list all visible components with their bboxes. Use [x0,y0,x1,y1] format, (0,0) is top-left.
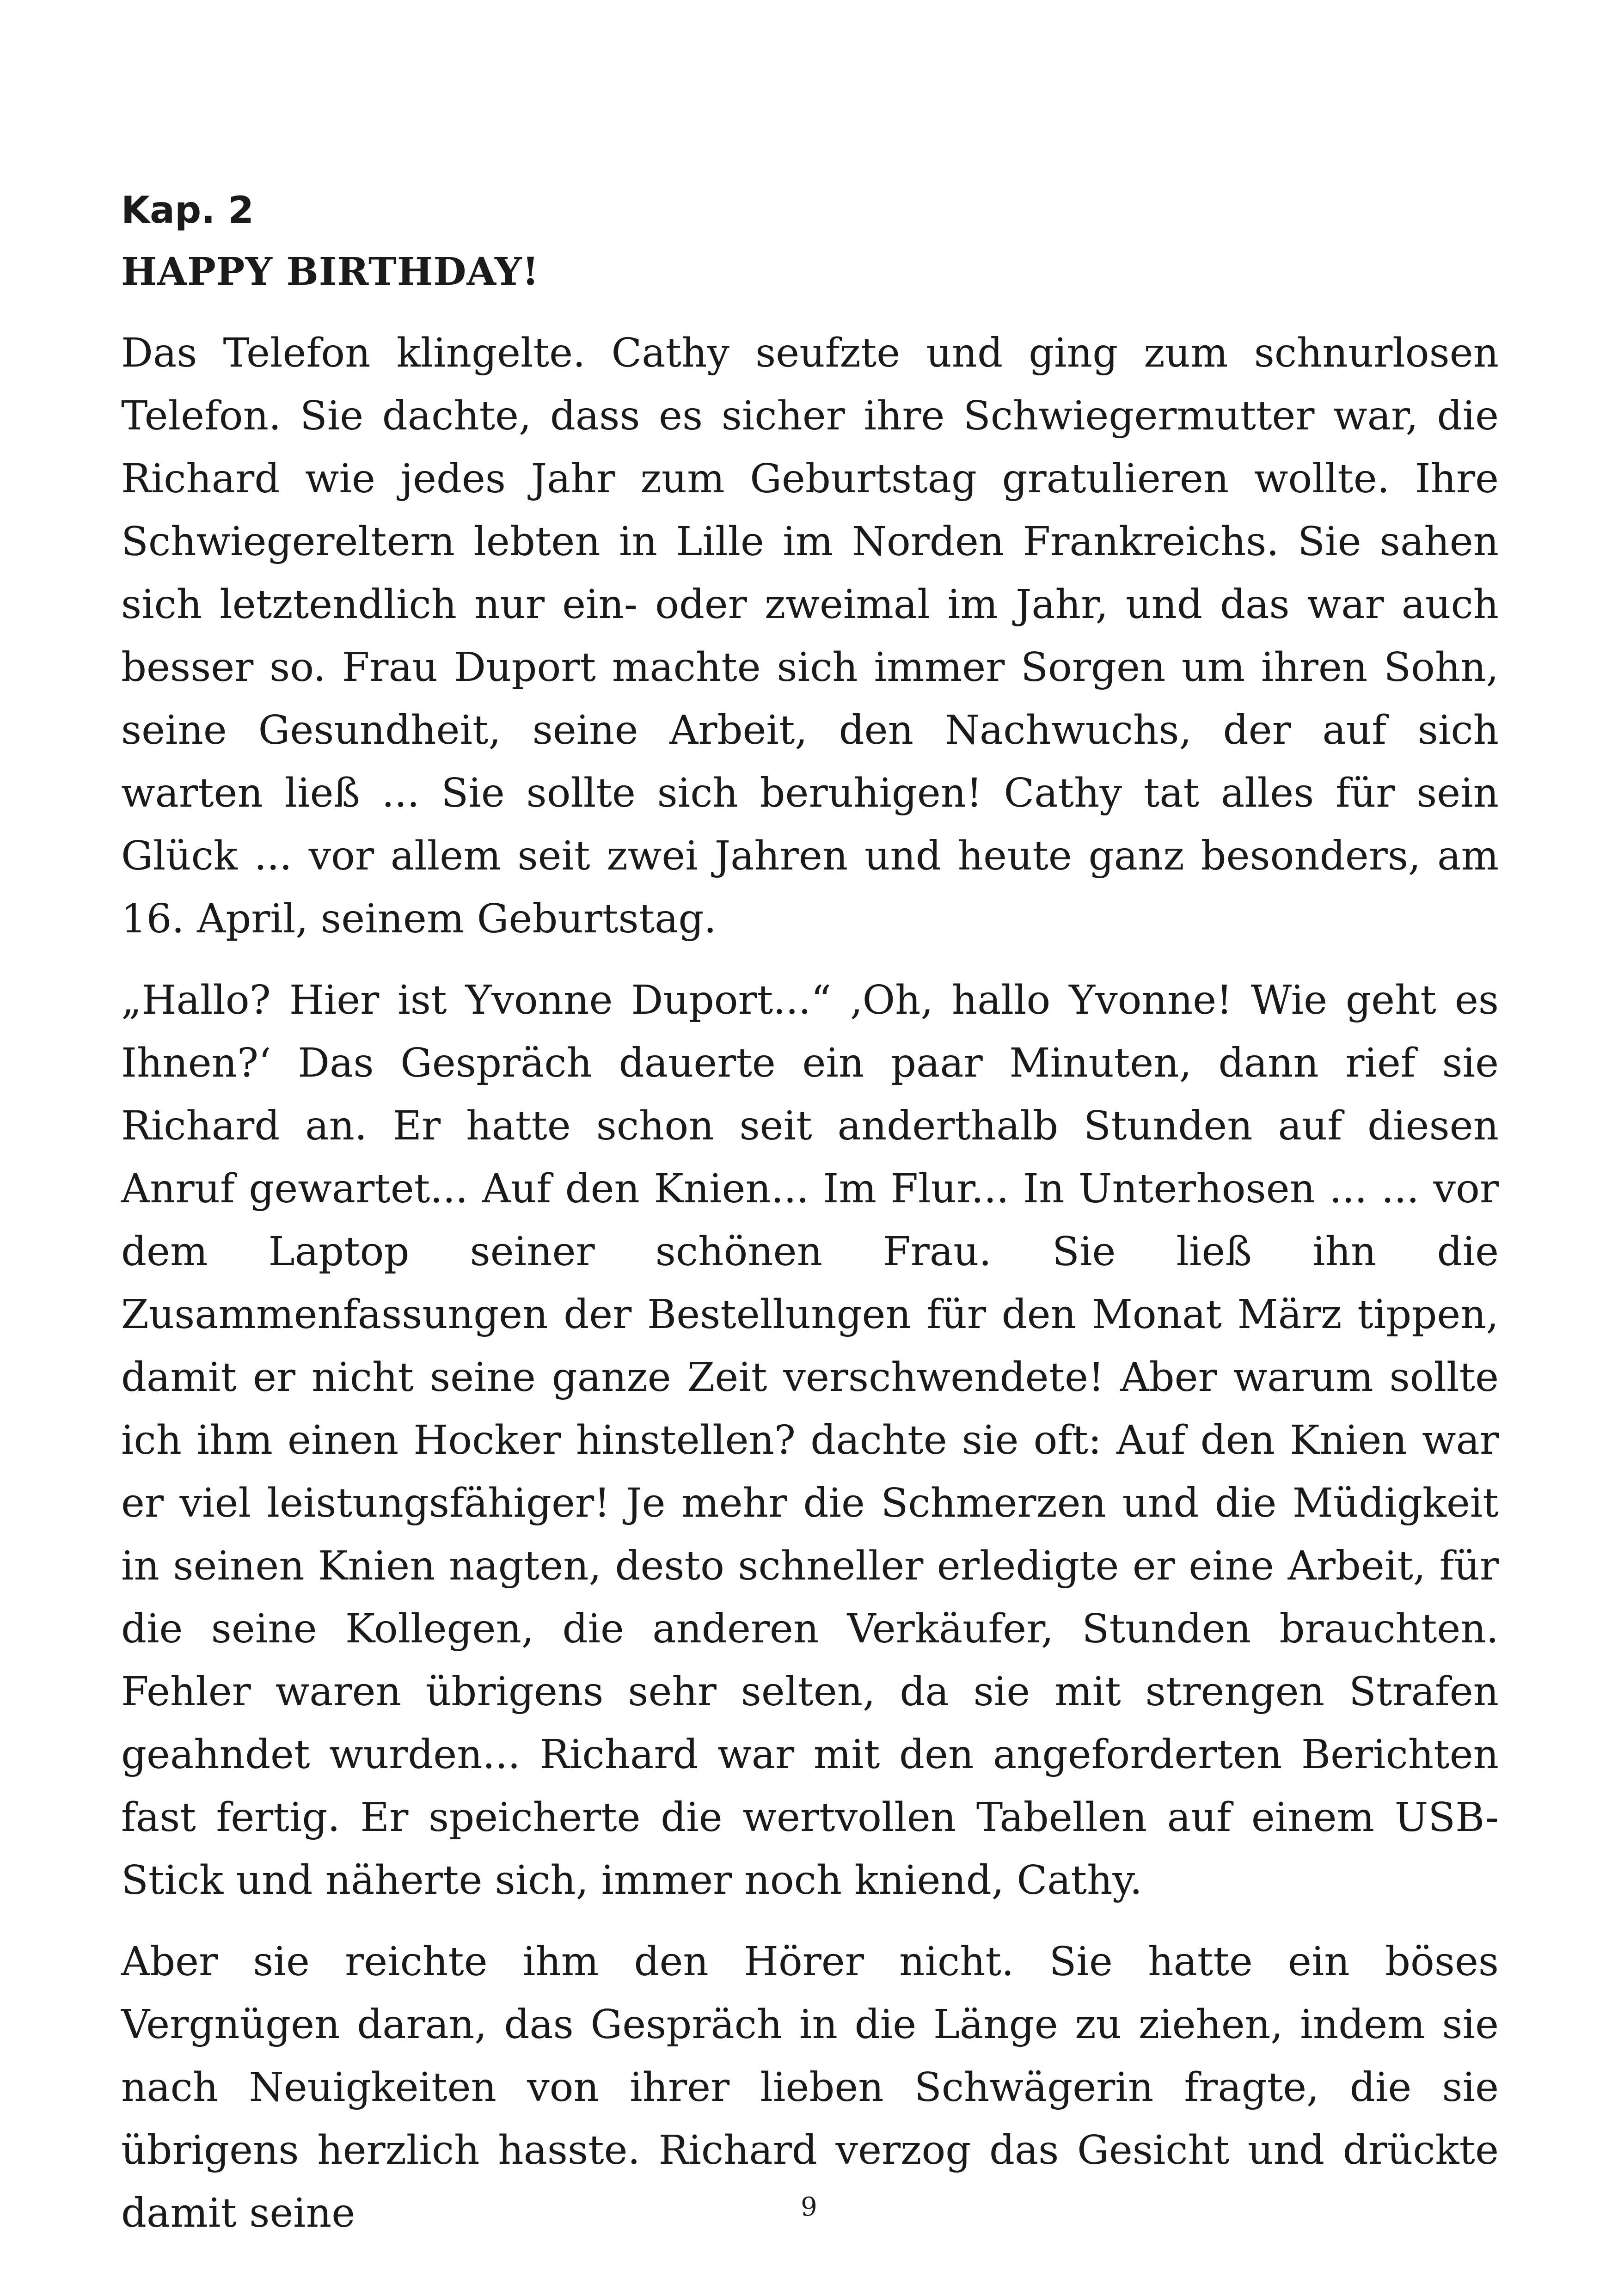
chapter-label: Kap. 2 [121,189,254,232]
page-number: 9 [801,2192,817,2222]
page-body [121,180,1499,2263]
paragraph-2: „Hallo? Hier ist Yvonne Duport...“ ‚Oh, hallo Yvonne! Wie geht es Ihnen?‘ Das Gespräch dauerte ein paar Minuten, dann rief sie Richard an. Er hatte schon seit anderthalb Stunden auf diesen Anruf gewartet... Auf den Knien... Im Flur... In Unterhosen ... ... vor dem Laptop seiner schönen Frau. Sie ließ ihn die Zusammenfassungen der Bestellungen für den Monat März tippen, damit er nicht seine ganze Zeit verschwendete! Aber warum sollte ich ihm einen Hocker hinstellen? dachte sie oft: Auf den Knien war er viel leistungsfähiger! Je mehr die Schmerzen und die Müdigkeit in seinen Knien nagten, desto schneller erledigte er eine Arbeit, für die seine Kollegen, die anderen Verkäufer, Stunden brauchten. Fehler waren übrigens sehr selten, da sie mit strengen Strafen geahndet wurden... Richard war mit den angeforderten Berichten fast fertig. Er speicherte die wertvollen Tabellen auf einem USB-Stick und näherte sich, immer noch kniend, Cathy. [121,977,1499,1904]
paragraph-3: Aber sie reichte ihm den Hörer nicht. Sie hatte ein böses Vergnügen daran, das Gespräch in die Länge zu ziehen, indem sie nach Neuigkeiten von ihrer lieben Schwägerin fragte, die sie übrigens herzlich hasste. Richard verzog das Gesicht und drückte damit seine [121,1939,1499,2236]
paragraph-1: Das Telefon klingelte. Cathy seufzte und ging zum schnurlosen Telefon. Sie dachte, dass es sicher ihre Schwiegermutter war, die Richard wie jedes Jahr zum Geburtstag gratulieren wollte. Ihre Schwiegereltern lebten in Lille im Norden Frankreichs. Sie sahen sich letztendlich nur ein- oder zweimal im Jahr, und das war auch besser so. Frau Duport machte sich immer Sorgen um ihren Sohn, seine Gesundheit, seine Arbeit, den Nachwuchs, der auf sich warten ließ ... Sie sollte sich beruhigen! Cathy tat alles für sein Glück ... vor allem seit zwei Jahren und heute ganz besonders, am 16. April, seinem Geburtstag. [121,330,1499,942]
chapter-title: HAPPY BIRTHDAY! [121,250,539,294]
